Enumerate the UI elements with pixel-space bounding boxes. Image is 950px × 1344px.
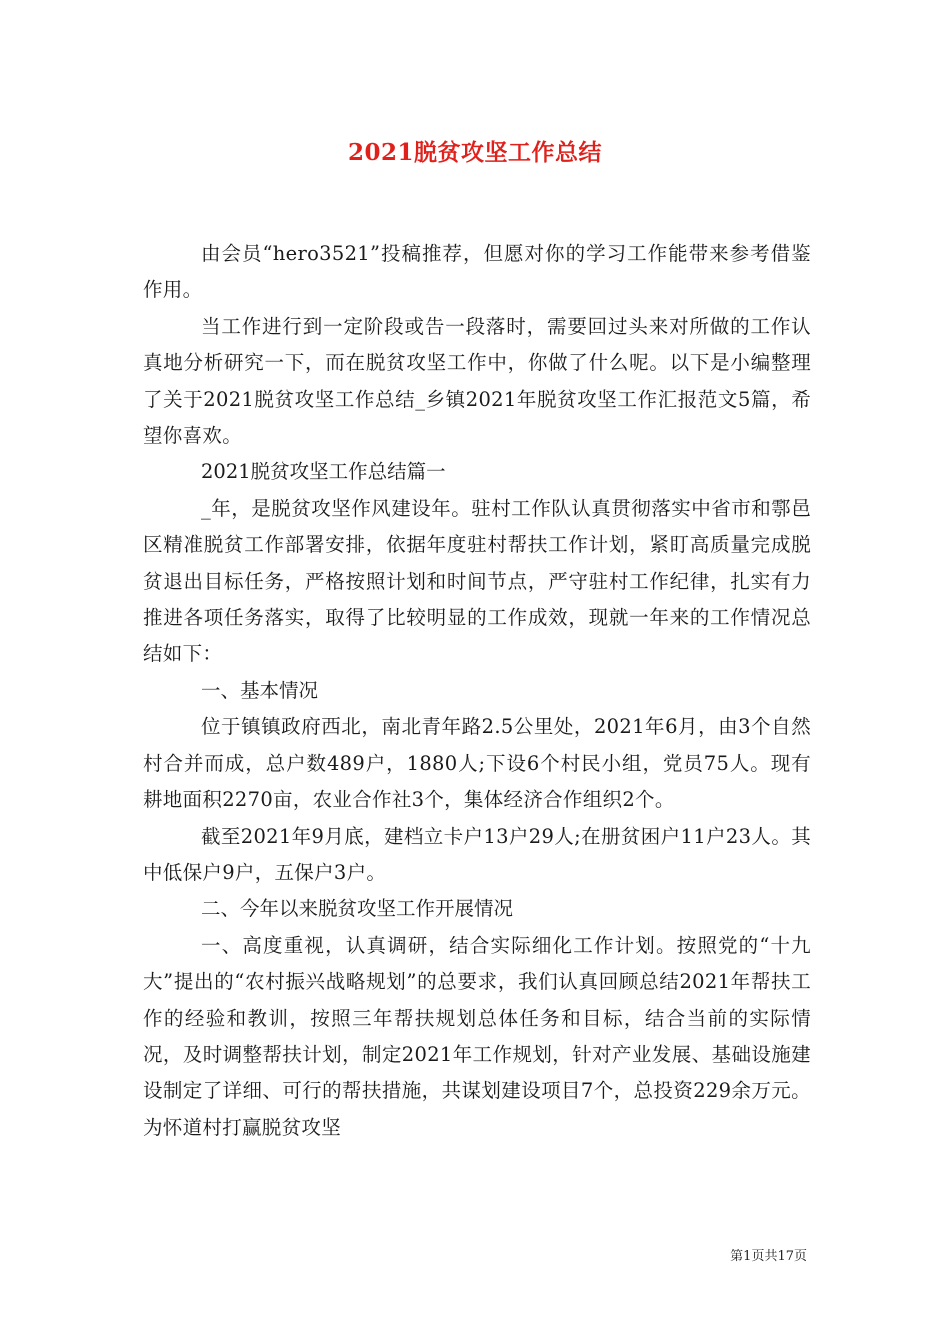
paragraph-overview: _年，是脱贫攻坚作风建设年。驻村工作队认真贯彻落实中省市和鄠邑区精准脱贫工作部署安排，依据年度驻村帮扶工作计划，紧盯高质量完成脱贫退出目标任务，严格按照计划和时间节点，严守驻村工作纪律，扎实有力推进各项任务落实，取得了比较明显的工作成效，现就一年来的工作情况总结如下： [143, 496, 811, 666]
page-number-footer: 第1页共17页 [730, 1249, 807, 1264]
section-heading-basic-info: 一、基本情况 [201, 678, 319, 702]
document-title: 2021脱贫攻坚工作总结 [347, 139, 602, 166]
paragraph-intro: 由会员“hero3521”投稿推荐，但愿对你的学习工作能带来参考借鉴作用。 [143, 242, 811, 302]
section-heading-progress: 二、今年以来脱贫攻坚工作开展情况 [201, 897, 514, 921]
paragraph-summary: 当工作进行到一定阶段或告一段落时，需要回过头来对所做的工作认真地分析研究一下，而在脱贫攻坚工作中，你做了什么呢。以下是小编整理了关于2021脱贫攻坚工作总结_乡镇2021年脱贫攻坚工作汇报范文5篇，希望你喜欢。 [143, 314, 811, 448]
paragraph-households: 截至2021年9月底，建档立卡户13户29人;在册贫困户11户23人。其中低保户9户，五保户3户。 [143, 824, 811, 884]
document-body [143, 236, 811, 1146]
paragraph-location: 位于镇镇政府西北，南北青年路2.5公里处，2021年6月，由3个自然村合并而成，总户数489户，1880人;下设6个村民小组，党员75人。现有耕地面积2270亩，农业合作社3个，集体经济合作组织2个。 [143, 715, 811, 812]
paragraph-planning: 一、高度重视，认真调研，结合实际细化工作计划。按照党的“十九大”提出的“农村振兴战略规划”的总要求，我们认真回顾总结2021年帮扶工作的经验和教训，按照三年帮扶规划总体任务和目标，结合当前的实际情况，及时调整帮扶计划，制定2021年工作规划，针对产业发展、基础设施建设制定了详细、可行的帮扶措施，共谋划建设项目7个，总投资229余万元。为怀道村打赢脱贫攻坚 [143, 933, 811, 1139]
section-heading-part-one: 2021脱贫攻坚工作总结篇一 [201, 460, 446, 484]
